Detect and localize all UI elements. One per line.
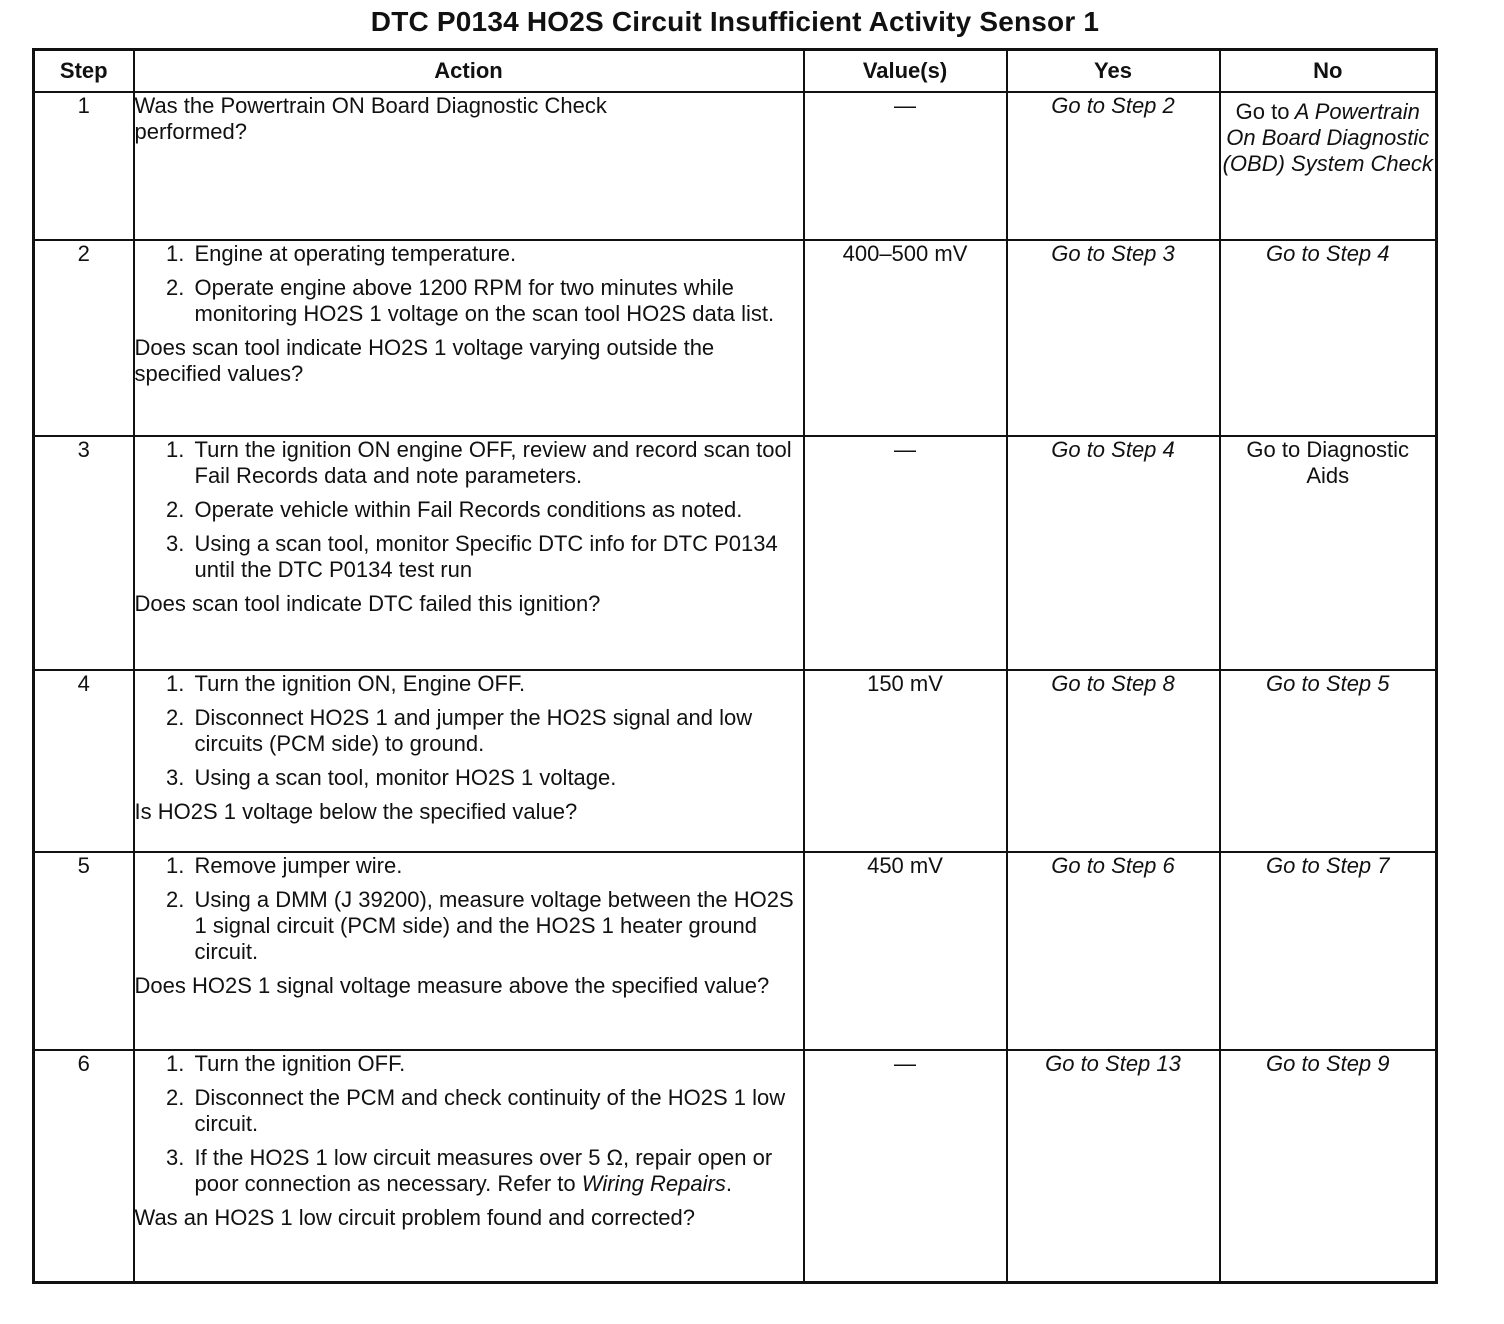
table-row (34, 436, 1437, 670)
action-cell (134, 240, 804, 436)
header-yes: Yes (1007, 50, 1220, 93)
action-step: 1. Turn the ignition ON, Engine OFF. (191, 671, 803, 697)
action-question: Does scan tool indicate HO2S 1 voltage varying outside the specified values? (134, 335, 715, 386)
no-cell[interactable]: Go to Step 7 (1220, 852, 1437, 1050)
step-number: 3 (34, 436, 134, 670)
action-step: 1. Engine at operating temperature. (191, 241, 803, 267)
yes-cell[interactable]: Go to Step 2 (1007, 92, 1220, 240)
action-cell (134, 670, 804, 852)
value-cell: 400–500 mV (804, 240, 1007, 436)
no-link[interactable]: A Powertrain On Board Diagnostic (OBD) System Check (1222, 99, 1433, 176)
diagnostic-table (32, 48, 1438, 1284)
header-values: Value(s) (804, 50, 1007, 93)
no-cell[interactable]: Go to Step 9 (1220, 1050, 1437, 1282)
value-cell: 450 mV (804, 852, 1007, 1050)
action-step: 1. Remove jumper wire. (191, 853, 803, 879)
value-cell: 150 mV (804, 670, 1007, 852)
step-number: 4 (34, 670, 134, 852)
action-cell (134, 1050, 804, 1282)
value-cell: — (804, 1050, 1007, 1282)
step-number: 1 (34, 92, 134, 240)
step-number: 5 (34, 852, 134, 1050)
no-cell[interactable]: Go to Step 4 (1220, 240, 1437, 436)
table-row (34, 240, 1437, 436)
action-steps (135, 1051, 803, 1197)
action-step (191, 1145, 803, 1197)
no-prefix: Go to (1235, 99, 1290, 124)
action-step-end: . (725, 1171, 732, 1196)
action-steps (135, 437, 803, 583)
wiring-repairs-link[interactable]: Wiring Repairs (581, 1171, 726, 1196)
action-step: 2. Operate engine above 1200 RPM for two minutes while monitoring HO2S 1 voltage on the scan tool HO2S data list. (191, 275, 803, 327)
action-steps (135, 241, 803, 327)
table-row (34, 852, 1437, 1050)
action-question: Was an HO2S 1 low circuit problem found and corrected? (134, 1205, 695, 1230)
action-step: 1. Turn the ignition ON engine OFF, review and record scan tool Fail Records data and note parameters. (191, 437, 803, 489)
step-number: 2 (34, 240, 134, 436)
header-row (34, 50, 1437, 93)
action-steps (135, 671, 803, 791)
action-question: Does scan tool indicate DTC failed this ignition? (134, 591, 601, 616)
action-question: Was the Powertrain ON Board Diagnostic Check performed? (134, 93, 607, 144)
value-cell: — (804, 92, 1007, 240)
action-step: 3. Using a scan tool, monitor HO2S 1 voltage. (191, 765, 803, 791)
table-row (34, 1050, 1437, 1282)
step-number: 6 (34, 1050, 134, 1282)
table-row (34, 92, 1437, 240)
action-step: 2. Disconnect the PCM and check continuity of the HO2S 1 low circuit. (191, 1085, 803, 1137)
action-cell (134, 92, 804, 240)
action-step: 2. Operate vehicle within Fail Records conditions as noted. (191, 497, 803, 523)
no-cell[interactable]: Go to Diagnostic Aids (1220, 436, 1437, 670)
page-title: DTC P0134 HO2S Circuit Insufficient Activity Sensor 1 (370, 6, 1100, 37)
action-step: 1. Turn the ignition OFF. (191, 1051, 803, 1077)
header-step: Step (34, 50, 134, 93)
no-cell[interactable]: Go to Step 5 (1220, 670, 1437, 852)
value-cell: — (804, 436, 1007, 670)
action-question: Is HO2S 1 voltage below the specified value? (134, 799, 578, 824)
table-row (34, 670, 1437, 852)
yes-cell[interactable]: Go to Step 8 (1007, 670, 1220, 852)
action-question: Does HO2S 1 signal voltage measure above the specified value? (134, 973, 770, 998)
yes-cell[interactable]: Go to Step 6 (1007, 852, 1220, 1050)
yes-cell[interactable]: Go to Step 3 (1007, 240, 1220, 436)
action-cell (134, 852, 804, 1050)
header-no: No (1220, 50, 1437, 93)
action-cell (134, 436, 804, 670)
action-step: 2. Disconnect HO2S 1 and jumper the HO2S signal and low circuits (PCM side) to ground. (191, 705, 803, 757)
action-step: 3. Using a scan tool, monitor Specific DTC info for DTC P0134 until the DTC P0134 test run (191, 531, 803, 583)
header-action: Action (134, 50, 804, 93)
action-steps (135, 853, 803, 965)
action-step-text: If the HO2S 1 low circuit measures over 5 Ω, repair open or poor connection as necessary. Refer to (194, 1145, 773, 1196)
yes-cell[interactable]: Go to Step 4 (1007, 436, 1220, 670)
action-step: 2. Using a DMM (J 39200), measure voltage between the HO2S 1 signal circuit (PCM side) and the HO2S 1 heater ground circuit. (191, 887, 803, 965)
yes-cell[interactable]: Go to Step 13 (1007, 1050, 1220, 1282)
no-cell[interactable] (1220, 92, 1437, 240)
